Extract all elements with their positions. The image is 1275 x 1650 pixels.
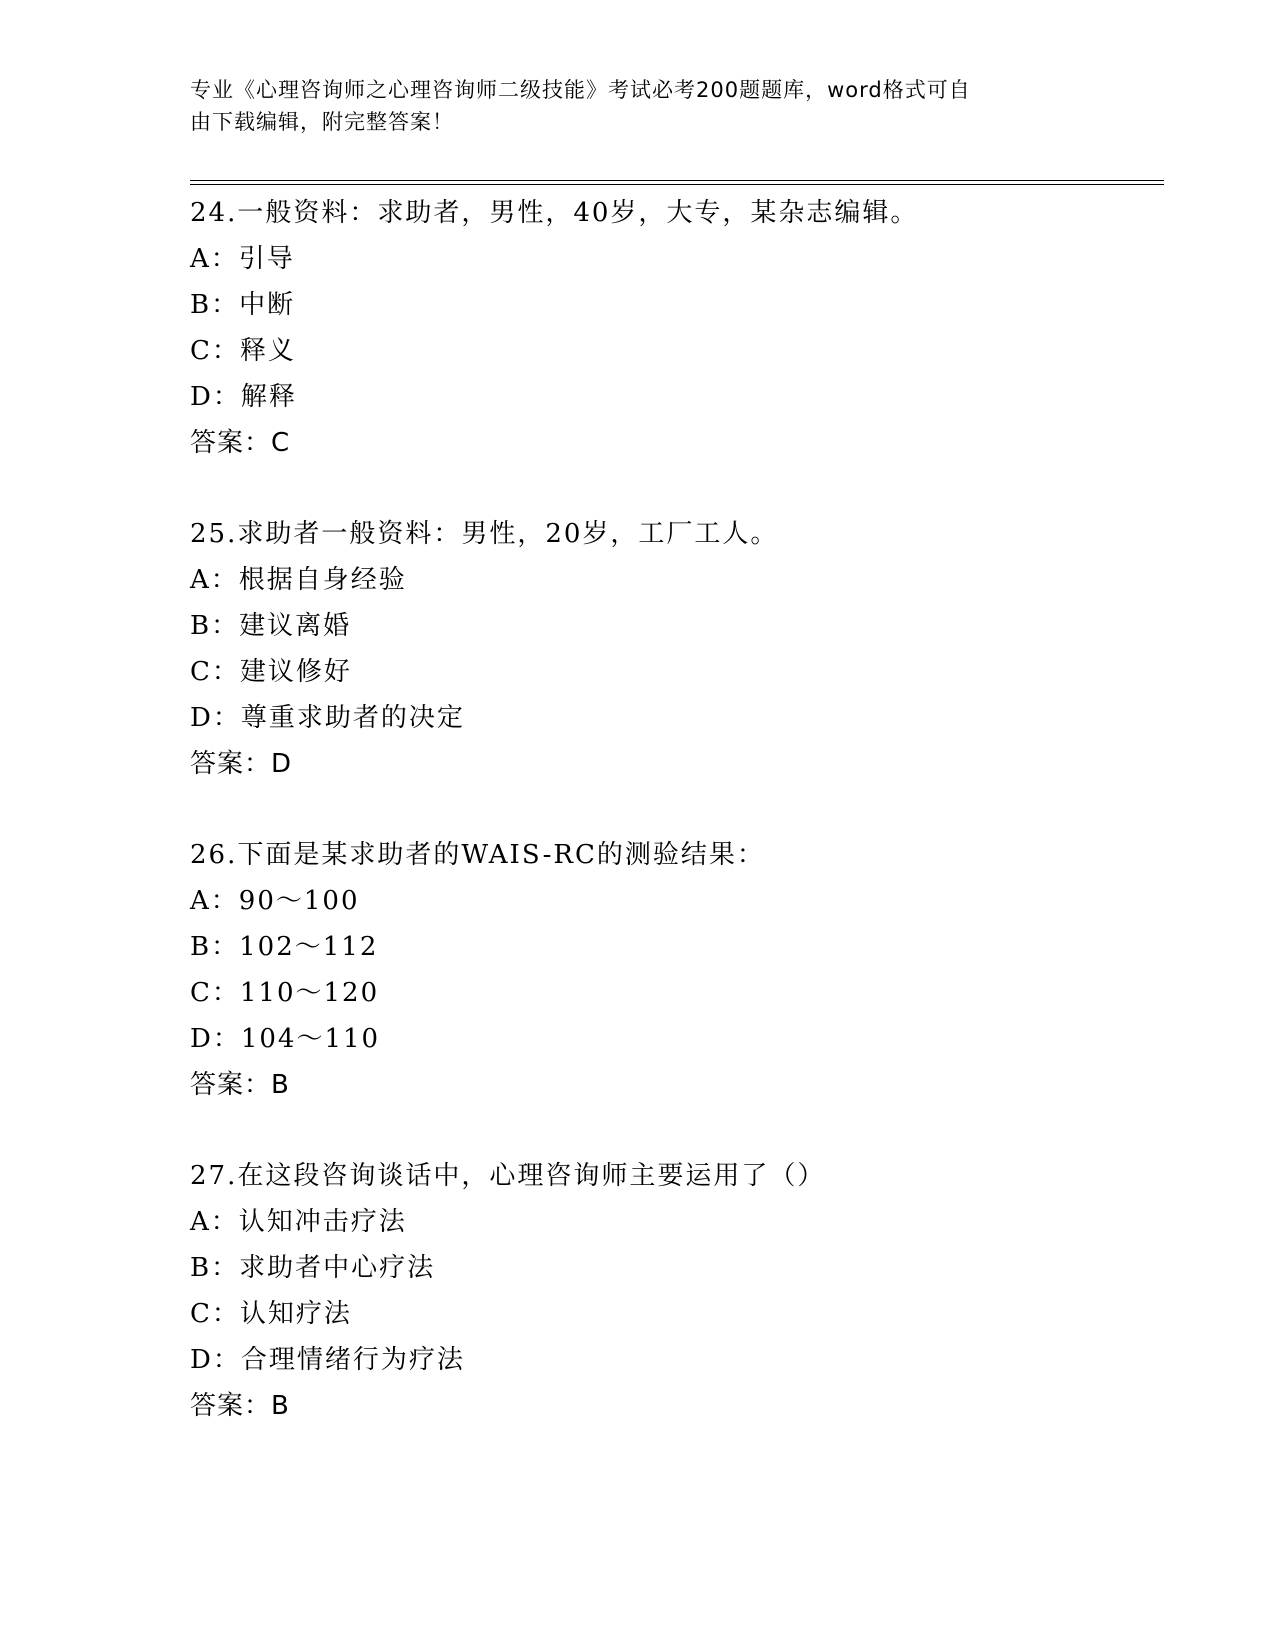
option-a: A：90～100	[190, 886, 360, 916]
option-b: B：102～112	[190, 932, 379, 962]
question-27	[190, 1153, 1150, 1429]
option-a: A：引导	[190, 244, 295, 274]
question-25	[190, 511, 1150, 787]
header-line-2: 由下载编辑，附完整答案！	[190, 110, 454, 134]
question-stem: 24.一般资料：求助者，男性，40岁，大专，某杂志编辑。	[190, 198, 919, 228]
answer: 答案：D	[190, 749, 293, 779]
question-stem: 25.求助者一般资料：男性，20岁，工厂工人。	[190, 519, 779, 549]
answer: 答案：B	[190, 1391, 290, 1421]
option-a: A：根据自身经验	[190, 565, 407, 595]
answer: 答案：C	[190, 428, 291, 458]
option-b: B：中断	[190, 290, 296, 320]
option-b: B：建议离婚	[190, 611, 352, 641]
question-26	[190, 832, 1150, 1108]
question-stem: 27.在这段咨询谈话中，心理咨询师主要运用了（）	[190, 1161, 826, 1191]
option-d: D：合理情绪行为疗法	[190, 1345, 465, 1375]
answer: 答案：B	[190, 1070, 290, 1100]
option-c: C：建议修好	[190, 657, 352, 687]
option-c: C：认知疗法	[190, 1299, 352, 1329]
header-divider-bottom	[190, 184, 1164, 185]
option-d: D：104～110	[190, 1024, 381, 1054]
option-c: C：释义	[190, 336, 296, 366]
document-header	[190, 74, 1070, 138]
option-d: D：尊重求助者的决定	[190, 703, 465, 733]
header-divider-top	[190, 180, 1164, 181]
option-a: A：认知冲击疗法	[190, 1207, 407, 1237]
header-line-1: 专业《心理咨询师之心理咨询师二级技能》考试必考200题题库，word格式可自	[190, 78, 971, 102]
question-stem: 26.下面是某求助者的WAIS-RC的测验结果：	[190, 840, 765, 870]
option-d: D：解释	[190, 382, 297, 412]
option-c: C：110～120	[190, 978, 380, 1008]
question-24	[190, 190, 1150, 466]
option-b: B：求助者中心疗法	[190, 1253, 436, 1283]
